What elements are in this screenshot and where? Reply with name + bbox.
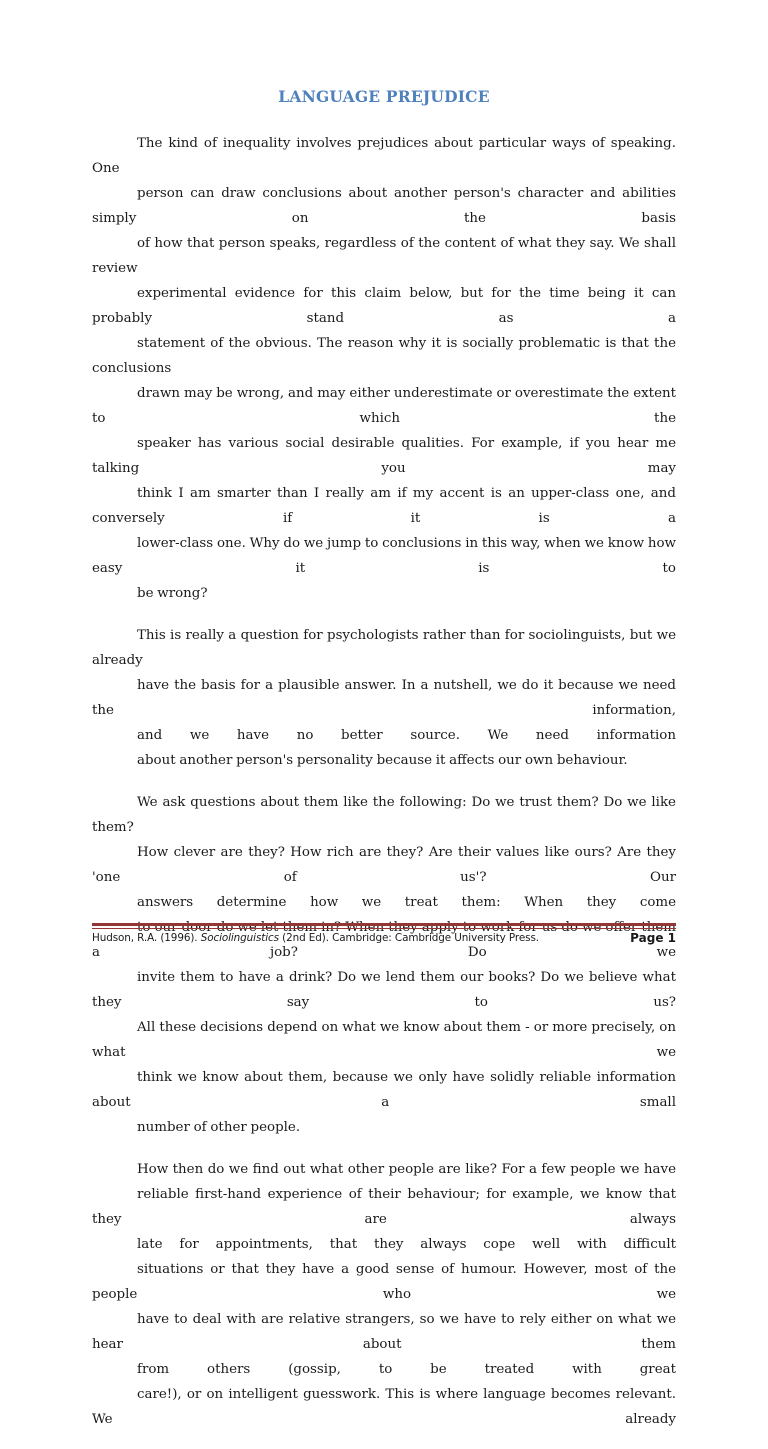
citation-prefix: Hudson, R.A. (1996). xyxy=(92,932,201,944)
text-line: experimental evidence for this claim below, but for the time being it can probably stand as a xyxy=(92,286,676,326)
text-line: All these decisions depend on what we know about them - or more precisely, on what we xyxy=(92,1020,676,1060)
text-line: speaker has various social desirable qualities. For example, if you hear me talking you may xyxy=(92,436,676,476)
text-line: The kind of inequality involves prejudices about particular ways of speaking. One xyxy=(92,136,676,176)
text-line: have the basis for a plausible answer. In a nutshell, we do it because we need the information, xyxy=(92,678,676,718)
text-line: How then do we find out what other people are like? For a few people we have xyxy=(137,1162,676,1177)
text-line: How clever are they? How rich are they? Are their values like ours? Are they 'one of us'? Our xyxy=(92,845,676,885)
page-footer xyxy=(92,932,676,950)
text-line: think we know about them, because we only have solidly reliable information about a small xyxy=(92,1070,676,1110)
text-line: This is really a question for psychologists rather than for sociolinguists, but we already xyxy=(92,628,676,668)
paragraph xyxy=(92,1157,676,1432)
text-line: We ask questions about them like the following: Do we trust them? Do we like them? xyxy=(92,795,676,835)
paragraph xyxy=(92,790,676,1140)
text-line: number of other people. xyxy=(137,1120,301,1135)
text-line: a job? Do we xyxy=(92,945,676,960)
text-line: think I am smarter than I really am if my accent is an upper-class one, and conversely if it is a xyxy=(92,486,676,526)
text-line: statement of the obvious. The reason why it is socially problematic is that the conclusions xyxy=(92,336,676,376)
text-line: have to deal with are relative strangers, so we have to rely either on what we hear about them xyxy=(92,1312,676,1352)
paragraph xyxy=(92,623,676,773)
text-line: answers determine how we treat them: When they come xyxy=(137,895,676,910)
text-line: about another person's personality because it affects our own behaviour. xyxy=(137,753,628,768)
text-line: of how that person speaks, regardless of the content of what they say. We shall review xyxy=(92,236,676,276)
text-line: drawn may be wrong, and may either underestimate or overestimate the extent to which the xyxy=(92,386,676,426)
text-line: lower-class one. Why do we jump to conclusions in this way, when we know how easy it is to xyxy=(92,536,676,576)
text-line: be wrong? xyxy=(137,586,208,601)
text-line: care!), or on intelligent guesswork. This is where language becomes relevant. We already xyxy=(92,1387,676,1427)
text-line: from others (gossip, to be treated with great xyxy=(137,1362,676,1377)
text-line: person can draw conclusions about another person's character and abilities simply on the basis xyxy=(92,186,676,226)
text-line: situations or that they have a good sense of humour. However, most of the people who we xyxy=(92,1262,676,1302)
paragraph xyxy=(92,131,676,606)
text-line: late for appointments, that they always cope well with difficult xyxy=(137,1237,676,1252)
page-number: Page 1 xyxy=(630,931,676,945)
footer-rule-thick xyxy=(92,923,676,926)
document-body xyxy=(92,131,676,1449)
citation-title: Sociolinguistics xyxy=(200,932,279,944)
citation-suffix: (2nd Ed). Cambridge: Cambridge University Press. xyxy=(278,932,539,944)
footer-citation xyxy=(92,932,539,944)
text-line: reliable first-hand experience of their behaviour; for example, we know that they are always xyxy=(92,1187,676,1227)
text-line: and we have no better source. We need information xyxy=(137,728,676,743)
text-line: invite them to have a drink? Do we lend them our books? Do we believe what they say to us? xyxy=(92,970,676,1010)
footer-rule-thin xyxy=(92,928,676,929)
document-title: LANGUAGE PREJUDICE xyxy=(278,87,490,106)
